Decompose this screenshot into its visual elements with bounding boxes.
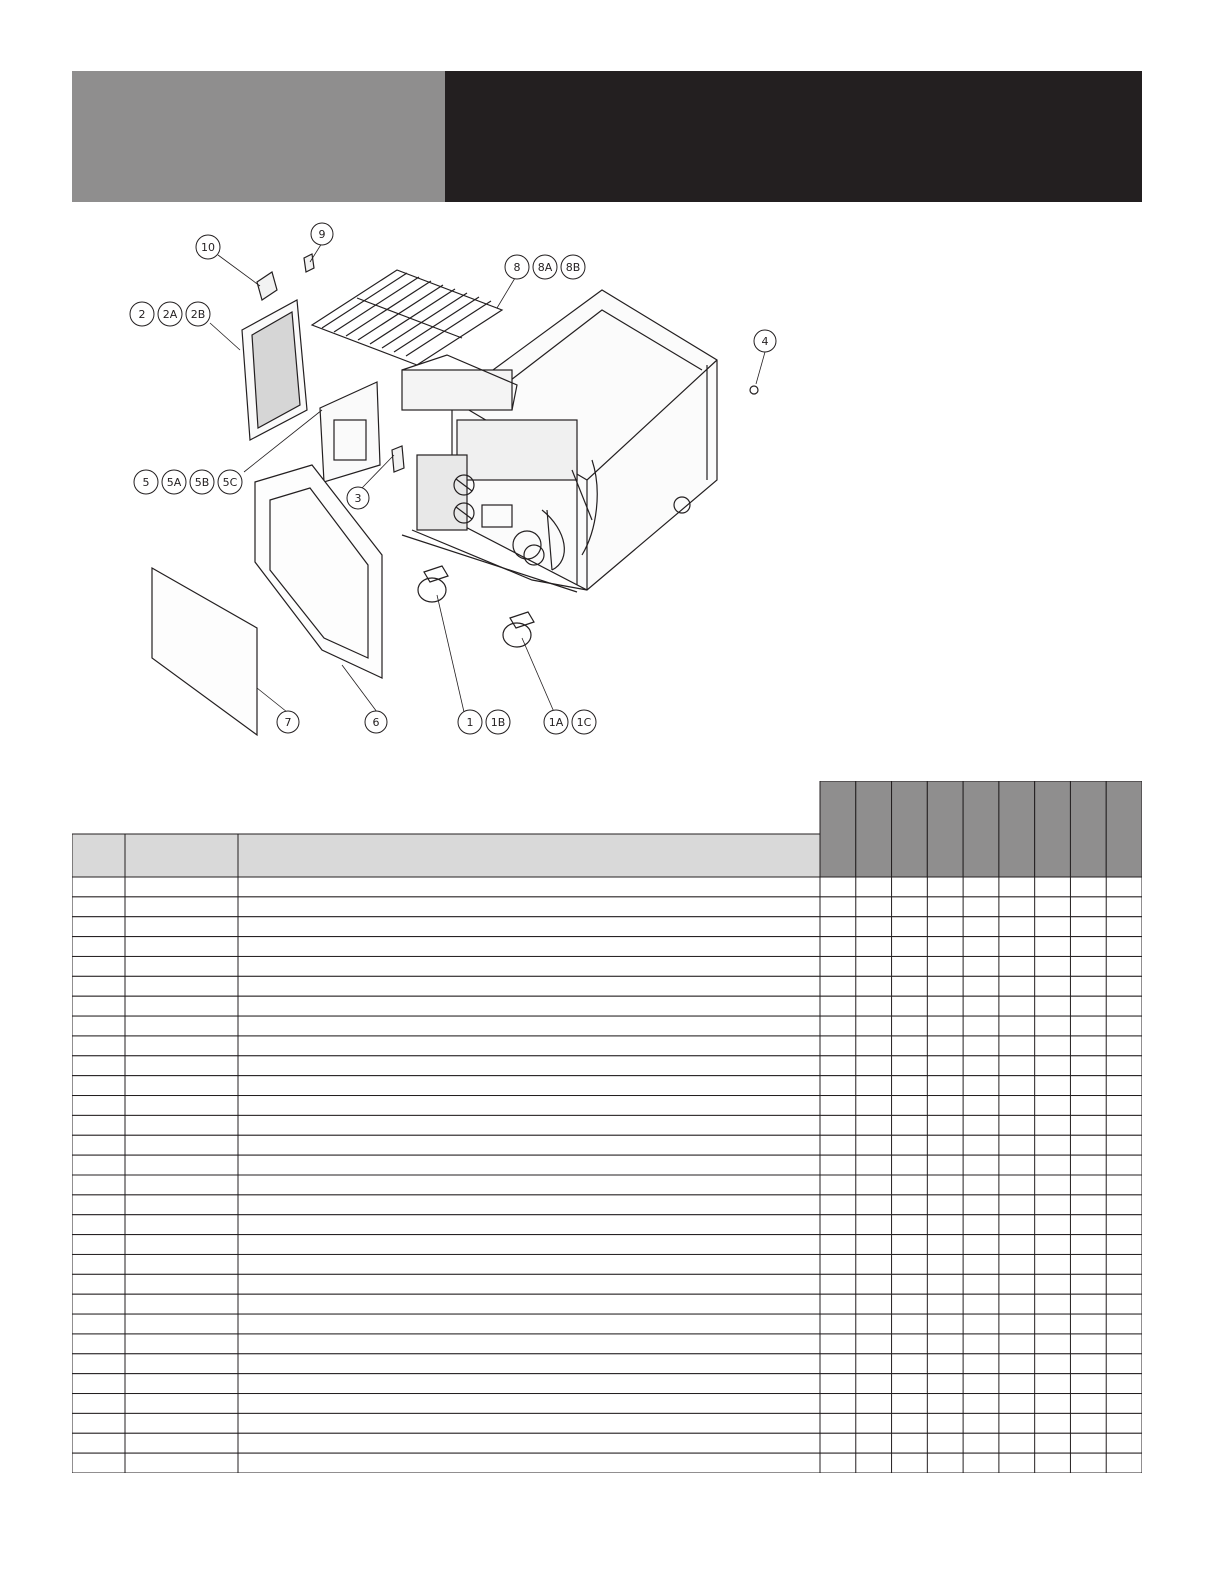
svg-text:8B: 8B: [565, 261, 581, 274]
table-row: [72, 1235, 1142, 1255]
callout-1a: [544, 710, 596, 734]
svg-text:2B: 2B: [190, 308, 206, 321]
svg-text:1C: 1C: [576, 716, 592, 729]
svg-text:5A: 5A: [166, 476, 182, 489]
table-row: [72, 1453, 1142, 1473]
header-cell-model: [999, 781, 1035, 877]
table-row: [72, 1294, 1142, 1314]
exploded-parts-diagram: [72, 210, 832, 770]
svg-text:2A: 2A: [162, 308, 178, 321]
cabinet-body: [402, 290, 717, 592]
table-row: [72, 1096, 1142, 1116]
table-row: [72, 1175, 1142, 1195]
table-row: [72, 1215, 1142, 1235]
table-row: [72, 1195, 1142, 1215]
header-cell-model: [927, 781, 963, 877]
callout-2: [130, 302, 210, 326]
table-row: [72, 917, 1142, 937]
header-cell-model: [1106, 781, 1142, 877]
table-row: [72, 1254, 1142, 1274]
svg-text:8A: 8A: [537, 261, 553, 274]
svg-text:1A: 1A: [548, 716, 564, 729]
svg-text:6: 6: [372, 716, 380, 729]
caster-1a: [503, 612, 534, 647]
table-row: [72, 1036, 1142, 1056]
callout-9: [311, 223, 333, 245]
parts-table: [72, 781, 1142, 1473]
table-row: [72, 877, 1142, 897]
header-cell-part-number: [125, 834, 238, 877]
header-cell-model: [963, 781, 999, 877]
table-row: [72, 897, 1142, 917]
header-cell-model: [856, 781, 892, 877]
svg-text:9: 9: [318, 228, 326, 241]
back-panel: [152, 568, 257, 735]
svg-text:4: 4: [761, 335, 769, 348]
callout-7: [277, 711, 299, 733]
header-cell-model: [1035, 781, 1071, 877]
svg-text:10: 10: [201, 241, 215, 254]
table-row: [72, 1056, 1142, 1076]
header-cell-item: [72, 834, 125, 877]
table-row: [72, 1274, 1142, 1294]
callout-6: [365, 711, 387, 733]
header-cell-model: [892, 781, 928, 877]
svg-text:5C: 5C: [222, 476, 238, 489]
header-cell-description: [238, 834, 820, 877]
header-dark-block: [445, 71, 1142, 202]
table-row: [72, 976, 1142, 996]
callout-8: [505, 255, 585, 279]
table-row: [72, 937, 1142, 957]
table-row: [72, 956, 1142, 976]
table-row: [72, 1155, 1142, 1175]
table-row: [72, 1135, 1142, 1155]
table-body: [72, 877, 1142, 1473]
table-row: [72, 1413, 1142, 1433]
svg-text:5: 5: [142, 476, 150, 489]
header-gray-block: [72, 71, 445, 202]
callout-5: [134, 470, 242, 494]
svg-text:8: 8: [513, 261, 521, 274]
table-row: [72, 996, 1142, 1016]
table-row: [72, 1354, 1142, 1374]
table-row: [72, 1334, 1142, 1354]
callout-1: [458, 710, 510, 734]
svg-text:7: 7: [284, 716, 292, 729]
filter-panel: [242, 300, 307, 440]
table-row: [72, 1433, 1142, 1453]
cutout-panel: [320, 382, 380, 482]
table-row: [72, 1016, 1142, 1036]
table-row: [72, 1394, 1142, 1414]
wire-shelf: [312, 270, 502, 365]
callout-4: [754, 330, 776, 352]
header-cell-model: [820, 781, 856, 877]
callout-3: [347, 487, 369, 509]
svg-text:5B: 5B: [194, 476, 210, 489]
callout-10: [196, 235, 220, 259]
table-row: [72, 1076, 1142, 1096]
caster-1: [418, 566, 448, 602]
svg-text:1: 1: [466, 716, 474, 729]
svg-text:3: 3: [354, 492, 362, 505]
table-row: [72, 1314, 1142, 1334]
header-cell-model: [1070, 781, 1106, 877]
table-row: [72, 1115, 1142, 1135]
svg-text:1B: 1B: [490, 716, 506, 729]
table-header: [72, 781, 1142, 877]
svg-text:2: 2: [138, 308, 146, 321]
table-row: [72, 1374, 1142, 1394]
